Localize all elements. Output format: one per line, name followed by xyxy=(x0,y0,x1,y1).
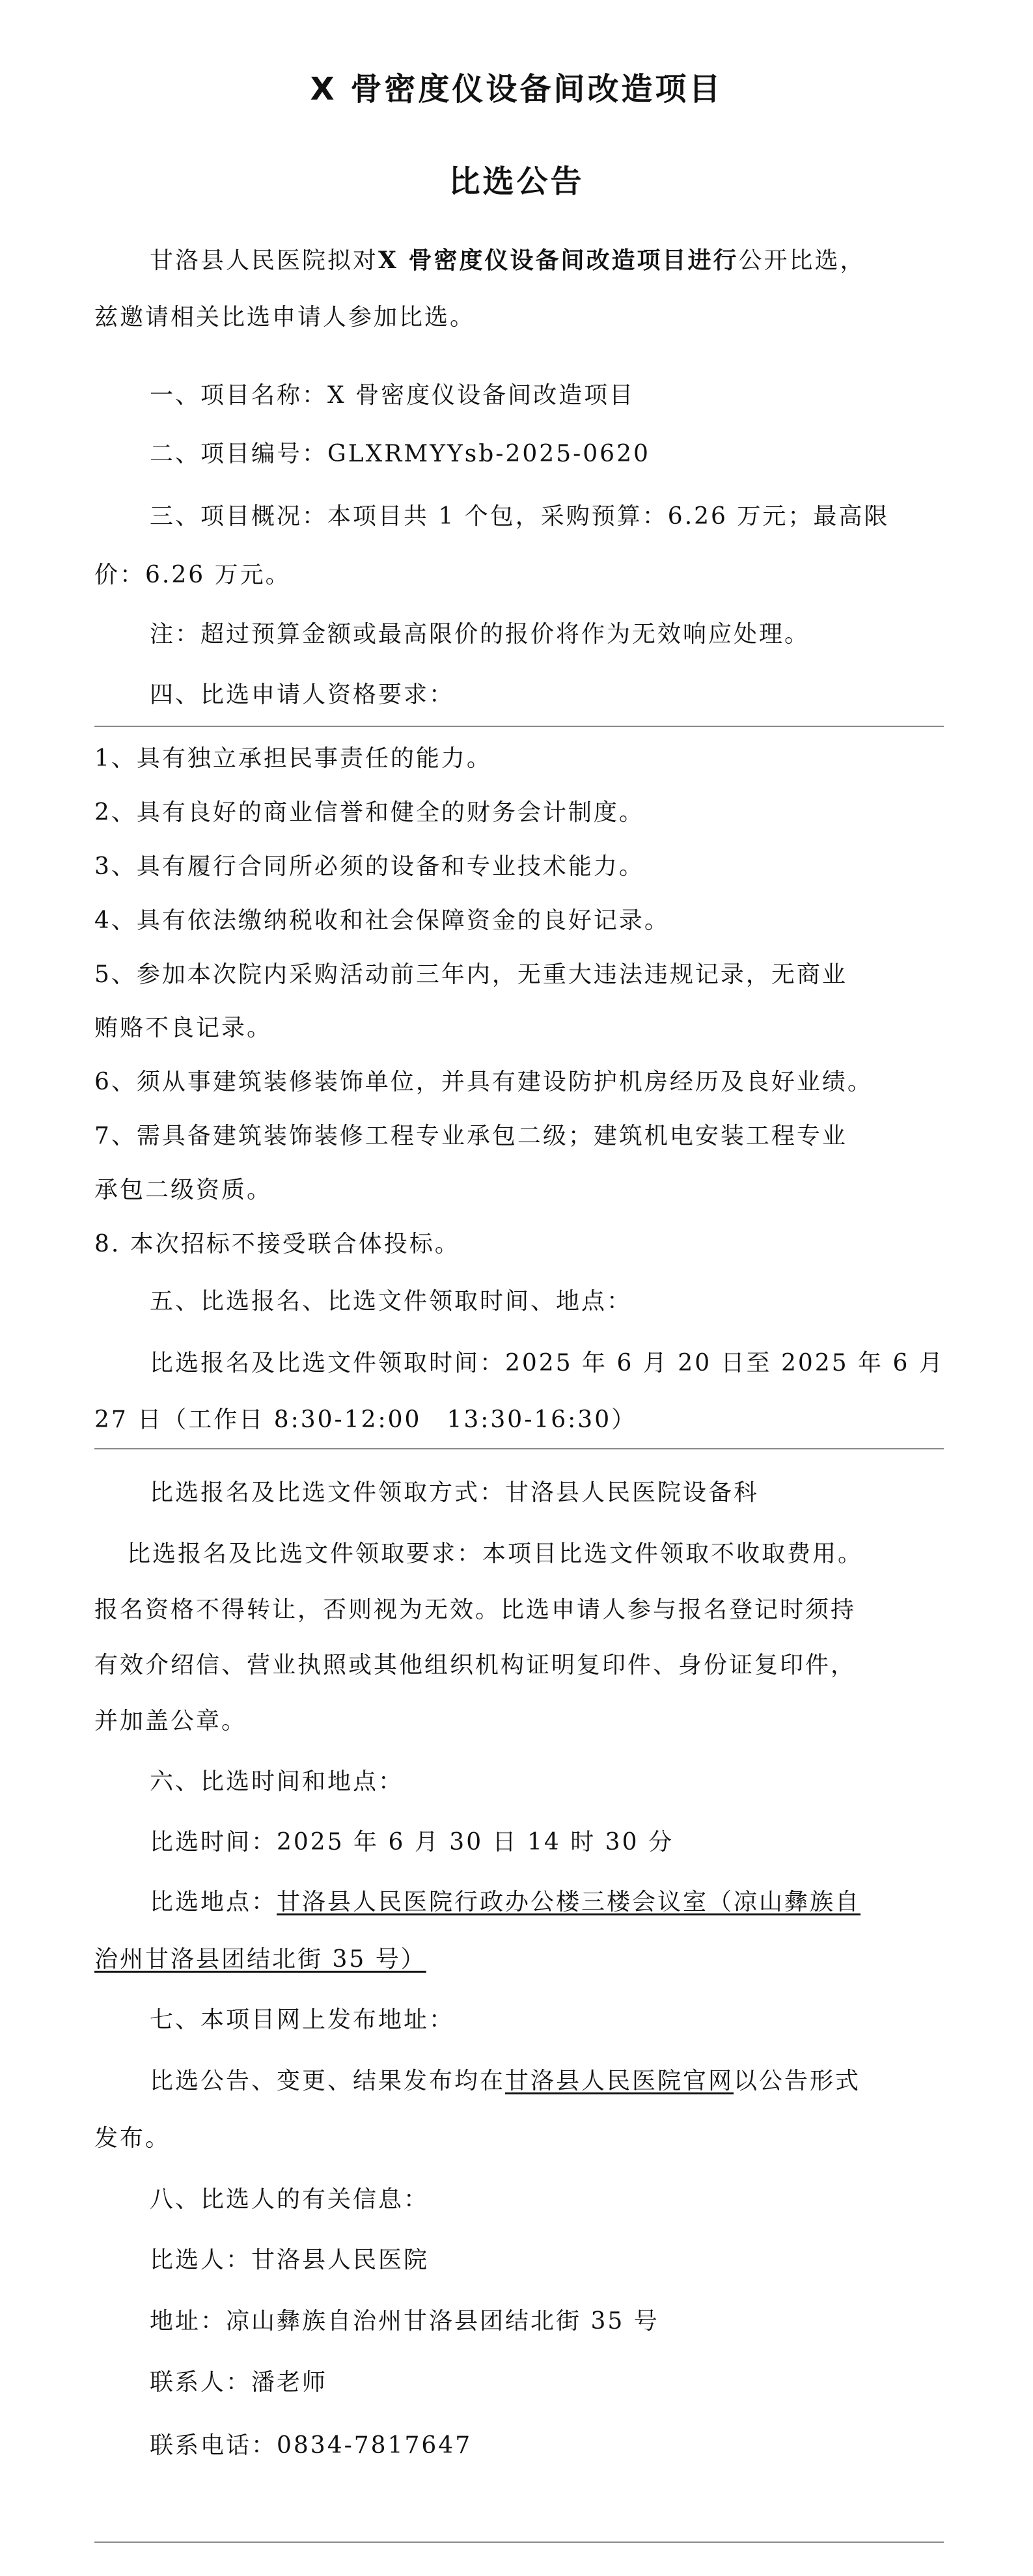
hospital-website-link[interactable]: 甘洛县人民医院官网 xyxy=(505,2068,734,2094)
registration-requirement-line-3: 有效介绍信、营业执照或其他组织机构证明复印件、身份证复印件， xyxy=(94,1652,857,1679)
qualification-item: 承包二级资质。 xyxy=(94,1177,273,1203)
intro-line-1: 甘洛县人民医院拟对X 骨密度仪设备间改造项目进行公开比选， xyxy=(150,247,866,274)
registration-requirement-line-4: 并加盖公章。 xyxy=(94,1708,247,1734)
registration-requirement-line-1: 比选报名及比选文件领取要求：本项目比选文件领取不收取费用。 xyxy=(127,1541,864,1567)
registration-time-line-2: 27 日（工作日 8:30-12:00 13:30-16:30） xyxy=(94,1406,637,1433)
page-title: X 骨密度仪设备间改造项目 xyxy=(310,71,723,107)
selection-time: 比选时间：2025 年 6 月 30 日 14 时 30 分 xyxy=(150,1829,674,1856)
selector-address: 地址：凉山彝族自治州甘洛县团结北街 35 号 xyxy=(150,2308,659,2335)
qualification-item: 5、参加本次院内采购活动前三年内，无重大违法违规记录，无商业 xyxy=(94,961,847,988)
project-name: 一、项目名称：X 骨密度仪设备间改造项目 xyxy=(150,382,635,409)
publish-line-1: 比选公告、变更、结果发布均在甘洛县人民医院官网以公告形式 xyxy=(150,2068,861,2094)
project-number: 二、项目编号：GLXRMYYsb-2025-0620 xyxy=(150,441,650,467)
qualification-item: 2、具有良好的商业信誉和健全的财务会计制度。 xyxy=(94,799,644,826)
budget-note: 注：超过预算金额或最高限价的报价将作为无效响应处理。 xyxy=(150,621,810,648)
divider xyxy=(94,726,944,727)
publish-line-2: 发布。 xyxy=(94,2125,171,2152)
selector-phone: 联系电话：0834-7817647 xyxy=(150,2432,473,2459)
qualification-item: 3、具有履行合同所必须的设备和专业技术能力。 xyxy=(94,853,644,880)
publish-heading: 七、本项目网上发布地址： xyxy=(150,2007,455,2033)
qualification-item: 8. 本次招标不接受联合体投标。 xyxy=(94,1231,460,1257)
divider xyxy=(94,1448,944,1449)
selector-organization: 比选人：甘洛县人民医院 xyxy=(150,2247,430,2273)
project-overview-line-1: 三、项目概况：本项目共 1 个包，采购预算：6.26 万元；最高限 xyxy=(150,503,890,530)
intro-line-2: 兹邀请相关比选申请人参加比选。 xyxy=(94,304,476,331)
registration-method: 比选报名及比选文件领取方式：甘洛县人民医院设备科 xyxy=(150,1479,760,1506)
registration-time-line-1: 比选报名及比选文件领取时间：2025 年 6 月 20 日至 2025 年 6 月 xyxy=(150,1350,944,1377)
qualification-heading: 四、比选申请人资格要求： xyxy=(150,681,455,708)
qualification-item: 4、具有依法缴纳税收和社会保障资金的良好记录。 xyxy=(94,907,670,934)
divider xyxy=(94,2542,944,2543)
selection-heading: 六、比选时间和地点： xyxy=(150,1768,404,1795)
qualification-item: 1、具有独立承担民事责任的能力。 xyxy=(94,745,492,772)
selector-info-heading: 八、比选人的有关信息： xyxy=(150,2186,430,2213)
qualification-item: 贿赂不良记录。 xyxy=(94,1015,273,1041)
registration-heading: 五、比选报名、比选文件领取时间、地点： xyxy=(150,1288,633,1315)
qualification-item: 7、需具备建筑装饰装修工程专业承包二级；建筑机电安装工程专业 xyxy=(94,1123,847,1149)
qualification-item: 6、须从事建筑装修装饰单位，并具有建设防护机房经历及良好业绩。 xyxy=(94,1069,873,1095)
selector-contact: 联系人：潘老师 xyxy=(150,2369,328,2396)
registration-requirement-line-2: 报名资格不得转让，否则视为无效。比选申请人参与报名登记时须持 xyxy=(94,1596,857,1623)
page-subtitle: 比选公告 xyxy=(448,163,585,200)
selection-place-line-2: 治州甘洛县团结北街 35 号） xyxy=(94,1946,426,1973)
selection-place-line-1: 比选地点：甘洛县人民医院行政办公楼三楼会议室（凉山彝族自 xyxy=(150,1889,861,1915)
project-overview-line-2: 价：6.26 万元。 xyxy=(94,562,291,588)
